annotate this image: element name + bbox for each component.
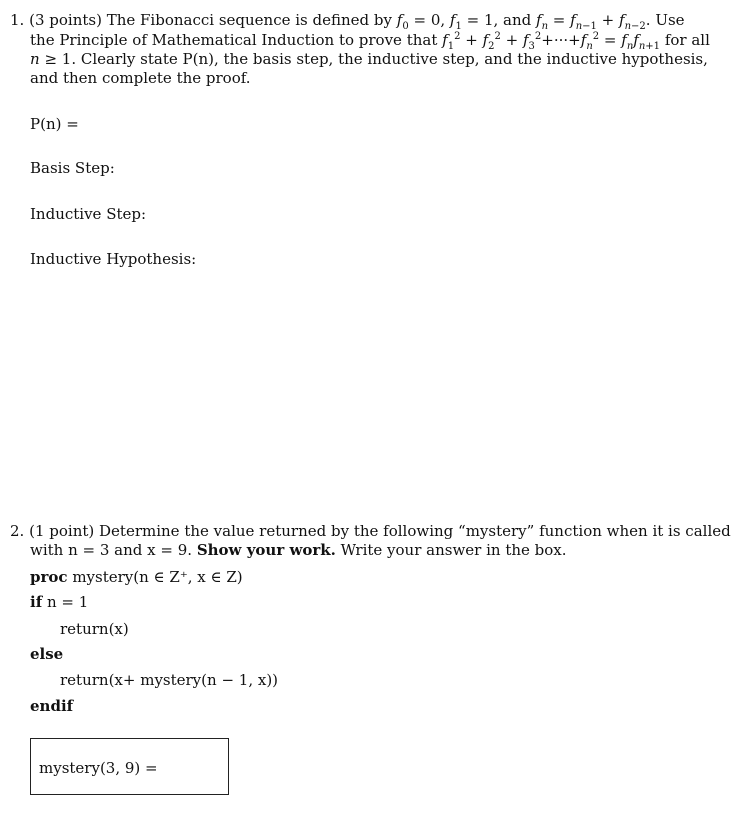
pn-label: P(n) =	[30, 115, 79, 133]
sum-of-squares-formula: $f_1^2 + f_2^2 + f_3^2+\cdot\cdot\cdot+f_n^2 = f_nf_{n+1}$	[442, 31, 661, 52]
problem-2-with: with n = 3 and x = 9.	[30, 541, 193, 559]
problem-1-line-2-start: the Principle of Mathematical Induction to prove that	[30, 31, 438, 49]
problem-1-line-3	[30, 50, 708, 69]
else-keyword: else	[30, 645, 64, 663]
code-if-line	[30, 593, 88, 612]
answer-box[interactable]	[30, 738, 229, 795]
proc-keyword: proc	[30, 568, 68, 586]
n-condition-formula: n ≥ 1.	[30, 50, 77, 68]
problem-1-line-3-text: Clearly state P(n), the basis step, the inductive step, and the inductive hypothesis,	[80, 50, 708, 68]
inductive-hypothesis-label: Inductive Hypothesis:	[30, 250, 197, 268]
problem-1-line-2-end: for all	[664, 31, 710, 49]
problem-2-instruction: Write your answer in the box.	[340, 541, 567, 559]
problem-2-points: (1 point)	[29, 522, 95, 540]
answer-label: mystery(3, 9) =	[39, 759, 158, 777]
problem-1-line-1	[10, 11, 685, 30]
if-keyword: if	[30, 593, 43, 611]
problem-1-points: (3 points)	[29, 11, 102, 29]
problem-2-line-2	[30, 541, 567, 560]
problem-2-intro: Determine the value returned by the following “mystery” function when it is called	[99, 522, 731, 540]
problem-2-number: 2.	[10, 522, 25, 540]
problem-1-use: Use	[655, 11, 685, 29]
problem-1-line-2	[30, 31, 710, 50]
proc-signature: mystery(n ∈ Z⁺, x ∈ Z)	[72, 568, 243, 586]
if-condition: n = 1	[46, 593, 89, 611]
code-else-line	[30, 645, 63, 664]
code-return-1: return(x)	[60, 620, 129, 638]
problem-2-show-work: Show your work.	[196, 541, 336, 559]
problem-1-number: 1.	[10, 11, 25, 29]
problem-1-line-4: and then complete the proof.	[30, 69, 251, 87]
code-return-2: return(x+ mystery(n − 1, x))	[60, 671, 279, 689]
problem-1-intro: The Fibonacci sequence is defined by	[106, 11, 392, 29]
inductive-step-label: Inductive Step:	[30, 205, 147, 223]
code-endif-line	[30, 697, 73, 716]
fib-definition-formula: $f_0 = 0$, $f_1 = 1$, and $f_n = f_{n-1} + f_{n-2}$.	[396, 11, 651, 32]
code-proc-line	[30, 568, 243, 587]
basis-step-label: Basis Step:	[30, 159, 115, 177]
problem-2-line-1	[10, 522, 731, 541]
endif-keyword: endif	[30, 697, 74, 715]
